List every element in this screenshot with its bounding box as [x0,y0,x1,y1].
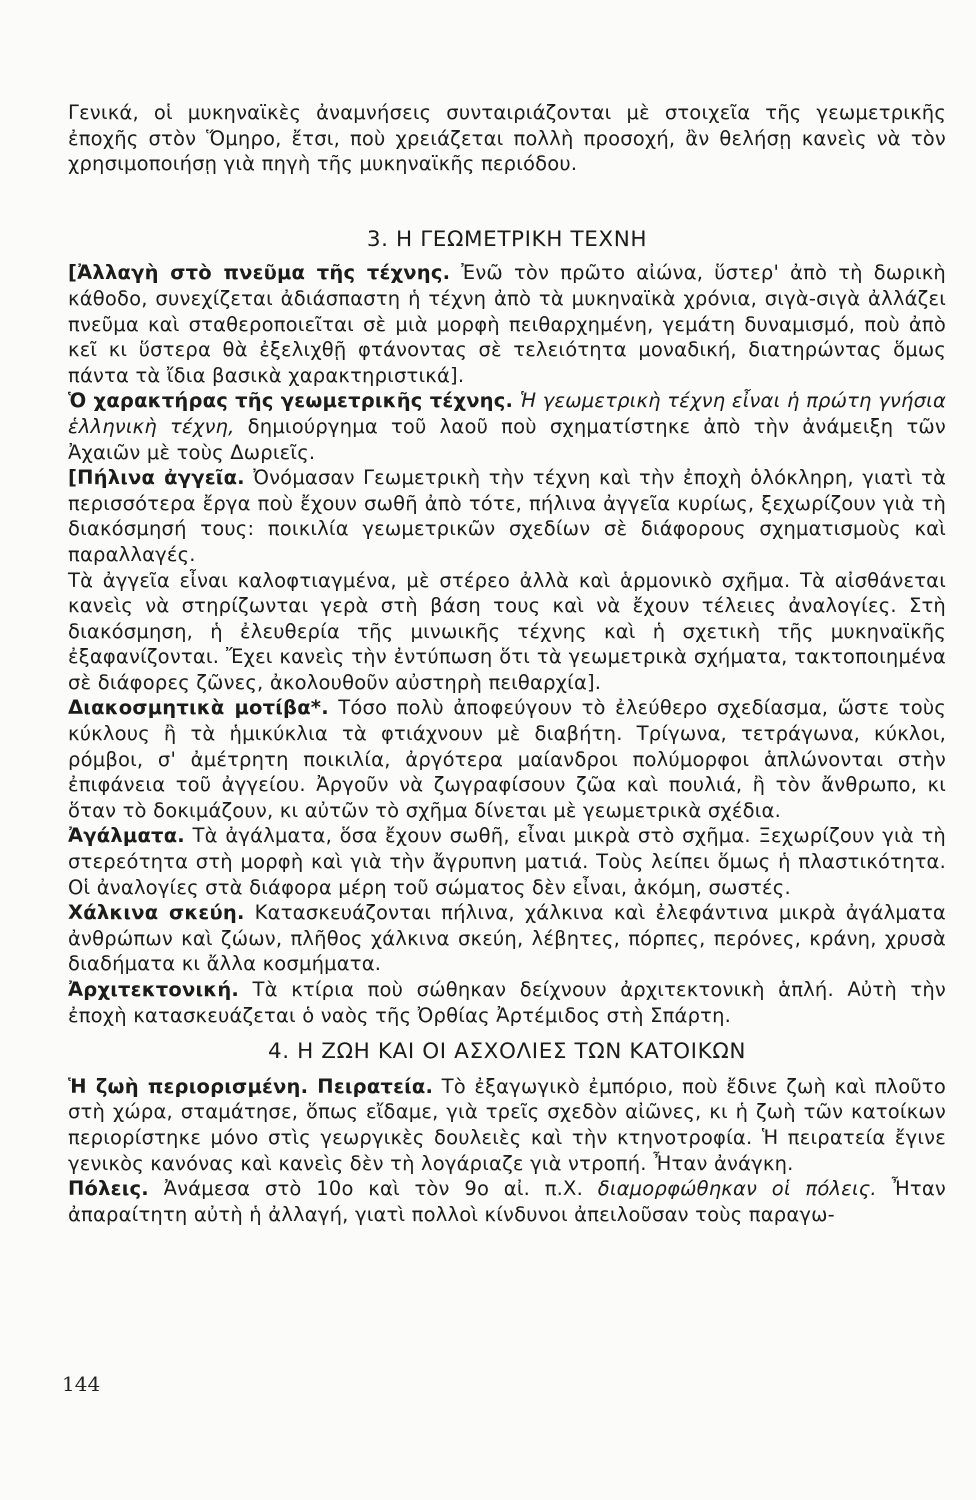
paragraph-text: Τὸ ἐξαγωγικὸ ἐμπόριο, ποὺ ἔδινε ζωὴ καὶ πλοῦτο στὴ χώρα, σταμάτησε, ὅπως εἴδαμε, γιὰ τρεῖς σχεδὸν αἰῶνες, κι ἡ ζωὴ τῶν κατοίκων περιορίστηκε μόνο στὶς γεωργικὲς δουλειὲς καὶ τὴν κτηνοτροφία. Ἡ πειρατεία ἔγινε γενικὸς κανόνας καὶ κανεὶς δὲν τὴ λογάριαζε γιὰ ντροπή. Ἦταν ἀνάγκη. [68,1074,946,1175]
paragraph-statues [68,823,946,900]
paragraph-spirit-of-art [68,260,946,388]
run-in-heading: Ὁ χαρακτήρας τῆς γεωμετρικῆς τέχνης. [68,389,514,413]
paragraph-text: Ἦταν ἀπαραίτητη αὐτὴ ἡ ἀλλαγή, γιατὶ πολλοὶ κίνδυνοι ἀπειλοῦσαν τοὺς παραγω- [68,1177,947,1226]
run-in-heading: [Πήλινα ἀγγεῖα. [68,466,245,490]
paragraph-cities [68,1176,946,1227]
run-in-heading: Ἡ ζωὴ περιορισμένη. Πειρατεία. [68,1074,434,1098]
paragraph-text: δημιούργημα τοῦ λαοῦ ποὺ σχηματίστηκε ἀπὸ τὴν ἀνάμειξη τῶν Ἀχαιῶν μὲ τοὺς Δωριεῖς. [68,414,947,464]
paragraph-text: Τὰ ἀγάλματα, ὅσα ἔχουν σωθῆ, εἶναι μικρὰ στὸ σχῆμα. Ξεχωρίζουν γιὰ τὴ στερεότητα στὴ μορφὴ καὶ γιὰ τὴν ἄγρυπνη ματιά. Τοὺς λείπει ὅμως ἡ πλαστικότητα. Οἱ ἀναλογίες στὰ διάφορα μέρη τοῦ σώματος δὲν εἶναι, ἀκόμη, σωστές. [68,824,946,899]
run-in-heading: Χάλκινα σκεύη. [68,901,245,925]
paragraph-architecture [68,977,946,1028]
paragraph-bronze-utensils [68,900,946,977]
run-in-heading: Ἀγάλματα. [68,824,185,848]
page-number: 144 [62,1372,101,1396]
run-in-heading: Ἀρχιτεκτονική. [68,978,240,1001]
page-body [68,100,946,1227]
run-in-heading: Διακοσμητικὰ μοτίβα*. [68,696,329,720]
section-4-heading: 4. Η ΖΩΗ ΚΑΙ ΟΙ ΑΣΧΟΛΙΕΣ ΤΩΝ ΚΑΤΟΙΚΩΝ [267,1039,747,1065]
paragraph-clay-vessels [68,465,946,567]
emphasis-text: διαμορφώθηκαν οἱ πόλεις. [597,1177,877,1201]
paragraph-vessel-shape: Τὰ ἀγγεῖα εἶναι καλοφτιαγμένα, μὲ στέρεο ἀλλὰ καὶ ἁρμονικὸ σχῆμα. Τὰ αἰσθάνεται κανεὶς νὰ στηρίζωνται γερὰ στὴ βάση τους καὶ νὰ ἔχουν τέλειες ἀναλογίες. Στὴ διακόσμηση, ἡ ἐλευθερία τῆς μινωικῆς τέχνης καὶ ἡ σχετικὴ τῆς μυκηναϊκῆς ἐξαφανίζονται. Ἔχει κανεὶς τὴν ἐντύπωση ὅτι τὰ γεωμετρικὰ σχήματα, τακτοποιημένα σὲ διάφορες ζῶνες, ἀκολουθοῦν αὐστηρὴ πειθαρχία]. [68,568,946,694]
paragraph-text: Κατασκευάζονται πήλινα, χάλκινα καὶ ἐλεφάντινα μικρὰ ἀγάλματα ἀνθρώπων καὶ ζώων, πλῆθος χάλκινα σκεύη, λέβητες, πόρπες, περόνες, κράνη, χρυσὰ διαδήματα κι ἄλλα κοσμήματα. [68,901,946,976]
run-in-heading: Πόλεις. [68,1177,149,1201]
run-in-heading: [Ἀλλαγὴ στὸ πνεῦμα τῆς τέχνης. [68,261,451,285]
paragraph-decorative-motifs [68,695,946,823]
paragraph-geometric-character [68,388,946,465]
paragraph-limited-life [68,1074,946,1176]
section-3-heading: 3. Η ΓΕΩΜΕΤΡΙΚΗ ΤΕΧΝΗ [366,226,648,252]
paragraph-text: Τόσο πολὺ ἀποφεύγουν τὸ ἐλεύθερο σχεδίασμα, ὥστε τοὺς κύκλους ἢ τὰ ἡμικύκλια τὰ φτιάχνουν μὲ διαβήτη. Τρίγωνα, τετράγωνα, κύκλοι, ρόμβοι, σ' ἀμέτρητη ποικιλία, ἀργότερα μαίανδροι πολύμορφοι ἁπλώνονται στὴν ἐπιφάνεια τοῦ ἀγγείου. Ἀργοῦν νὰ ζωγραφίσουν ζῶα καὶ πουλιά, ἢ τὸν ἄνθρωπο, κι ὅταν τὸ δοκιμάζουν, κι αὐτῶν τὸ σχῆμα δίνεται μὲ γεωμετρικὰ σχέδια. [68,696,947,822]
emphasis-text: Ἡ γεωμετρικὴ τέχνη εἶναι ἡ πρώτη γνήσια ἑλληνικὴ τέχνη, [68,389,946,438]
paragraph-text: Ἐνῶ τὸν πρῶτο αἰώνα, ὕστερ' ἀπὸ τὴ δωρικὴ κάθοδο, συνεχίζεται ἀδιάσπαστη ἡ τέχνη ἀπὸ τὰ μυκηναϊκὰ χρόνια, σιγὰ-σιγὰ ἀλλάζει πνεῦμα καὶ σταθεροποιεῖται σὲ μιὰ μορφὴ πειθαρχημένη, γεμάτη δυναμισμό, ποὺ ἀπὸ κεῖ κι ὕστερα θὰ ἐξελιχθῇ φτάνοντας σὲ τελειότητα μοναδική, διατηρώντας ὅμως πάντα τὰ ἴδια βασικὰ χαρακτηριστικά]. [68,261,946,387]
intro-paragraph: Γενικά, οἱ μυκηναϊκὲς ἀναμνήσεις συνταιριάζονται μὲ στοιχεῖα τῆς γεωμετρικῆς ἐποχῆς στὸν Ὅμηρο, ἔτσι, ποὺ χρειάζεται πολλὴ προσοχή, ἂν θελήσῃ κανεὶς νὰ τὸν χρησιμοποιήσῃ γιὰ πηγὴ τῆς μυκηναϊκῆς περιόδου. [68,101,946,176]
paragraph-text: Τὰ κτίρια ποὺ σώθηκαν δείχνουν ἀρχιτεκτονικὴ ἁπλή. Αὐτὴ τὴν ἐποχὴ κατασκευάζεται ὁ ναὸς τῆς Ὀρθίας Ἀρτέμιδος στὴ Σπάρτη. [68,978,946,1027]
paragraph-text: Ὀνόμασαν Γεωμετρικὴ τὴν τέχνη καὶ τὴν ἐποχὴ ὁλόκληρη, γιατὶ τὰ περισσότερα ἔργα ποὺ ἔχουν σωθῆ ἀπὸ τότε, πήλινα ἀγγεῖα κυρίως, ξεχωρίζουν γιὰ τὴ διακόσμησή τους: ποικιλία γεωμετρικῶν σχεδίων σὲ διάφορους σχηματισμοὺς καὶ παραλλαγές. [68,466,946,566]
paragraph-text: Ἀνάμεσα στὸ 10ο καὶ τὸν 9ο αἰ. π.Χ. [148,1177,598,1201]
